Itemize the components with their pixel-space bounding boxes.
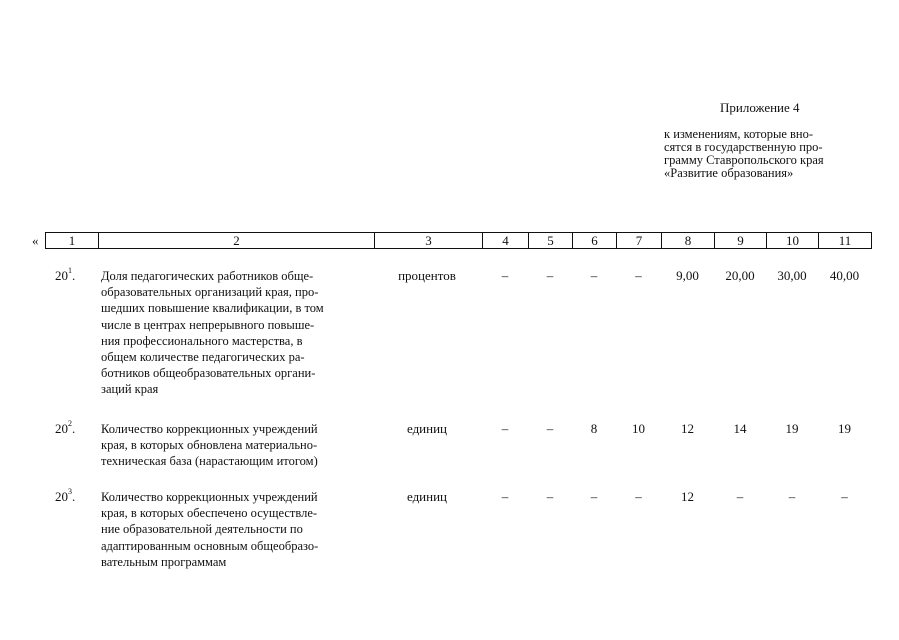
header-cell-5: 5 (528, 233, 572, 248)
row-unit: единиц (406, 421, 448, 436)
row-description-line: общем количестве педагогических ра- (101, 350, 305, 365)
row-value-col5: – (546, 268, 554, 283)
header-cell-11: 11 (818, 233, 871, 248)
row-description-line: ния профессионального мастерства, в (101, 333, 303, 348)
appendix-title: Приложение 4 (720, 100, 800, 115)
appendix-note-line: сятся в государственную про- (664, 140, 823, 154)
appendix-note-line: к изменениям, которые вно- (664, 127, 814, 141)
row-description-line: вательным программам (101, 554, 227, 569)
row-unit: процентов (398, 268, 456, 283)
row-number-main: 20 (55, 268, 68, 283)
row-value-col10: – (788, 489, 796, 504)
row-description (101, 489, 365, 570)
row-description-line: заций края (101, 382, 159, 397)
row-value-col9: 20,00 (725, 268, 755, 283)
header-cell-10: 10 (766, 233, 818, 248)
header-cell-7: 7 (616, 233, 661, 248)
row-description-line: шедших повышение квалификации, в том (101, 301, 324, 316)
row-value-col11: 19 (838, 421, 851, 436)
row-number-sup: 3 (68, 487, 72, 496)
opening-quote: « (32, 233, 39, 248)
row-number-sup: 2 (68, 419, 72, 428)
row-value-col8: 9,00 (676, 268, 699, 283)
row-value-col6: 8 (590, 421, 598, 436)
row-value-col4: – (501, 268, 509, 283)
row-value-col6: – (590, 489, 598, 504)
row-description-line: ботников общеобразовательных органи- (101, 366, 316, 381)
row-value-col8: 12 (681, 421, 694, 436)
header-cell-4: 4 (482, 233, 528, 248)
table-header-row (45, 232, 872, 249)
row-value-col6: – (590, 268, 598, 283)
row-value-col5: – (546, 421, 554, 436)
row-description-line: образовательных организаций края, про- (101, 285, 319, 300)
row-value-col11: 40,00 (829, 268, 860, 283)
row-number-main: 20 (55, 489, 68, 504)
row-description-line: Доля педагогических работников обще- (101, 269, 314, 283)
row-description-line: ние образовательной деятельности по (101, 522, 303, 537)
row-value-col9: 14 (733, 421, 747, 436)
row-value-col11: – (841, 489, 848, 504)
row-number: $20^3$. (55, 487, 76, 504)
row-description-line: края, в которых обновлена материально- (101, 438, 318, 453)
row-value-col9: – (736, 489, 744, 504)
header-cell-8: 8 (661, 233, 714, 248)
appendix-note (664, 128, 868, 180)
row-value-col7: 10 (632, 421, 645, 436)
row-value-col10: 19 (785, 421, 799, 436)
row-value-col10: 30,00 (777, 268, 807, 283)
row-value-col7: – (635, 268, 642, 283)
row-number-sup: 1 (68, 266, 72, 275)
row-value-col5: – (546, 489, 554, 504)
row-description-line: адаптированным основным общеобразо- (101, 538, 319, 553)
row-description (101, 268, 365, 398)
row-value-col7: – (635, 489, 642, 504)
header-cell-6: 6 (572, 233, 616, 248)
header-cell-1: 1 (68, 233, 76, 248)
row-description-line: края, в которых обеспечено осуществле- (101, 506, 318, 521)
row-number: $20^1$. (55, 266, 76, 283)
row-value-col4: – (501, 421, 509, 436)
row-unit: единиц (406, 489, 448, 504)
row-description-line: техническая база (нарастающим итогом) (101, 454, 318, 469)
header-cell-9: 9 (714, 233, 766, 248)
row-value-col8: 12 (681, 489, 694, 504)
header-cell-3: 3 (374, 233, 482, 248)
row-description-line: Количество коррекционных учреждений (101, 422, 318, 436)
row-description-line: Количество коррекционных учреждений (101, 490, 318, 504)
header-cell-2: 2 (98, 233, 374, 248)
appendix-note-line: грамму Ставропольского края (664, 153, 824, 167)
row-description (101, 421, 365, 470)
appendix-note-line: «Развитие образования» (664, 166, 794, 180)
row-value-col4: – (501, 489, 509, 504)
row-number: $20^2$. (55, 419, 76, 436)
row-number-main: 20 (55, 421, 68, 436)
row-description-line: числе в центрах непрерывного повыше- (101, 317, 315, 332)
